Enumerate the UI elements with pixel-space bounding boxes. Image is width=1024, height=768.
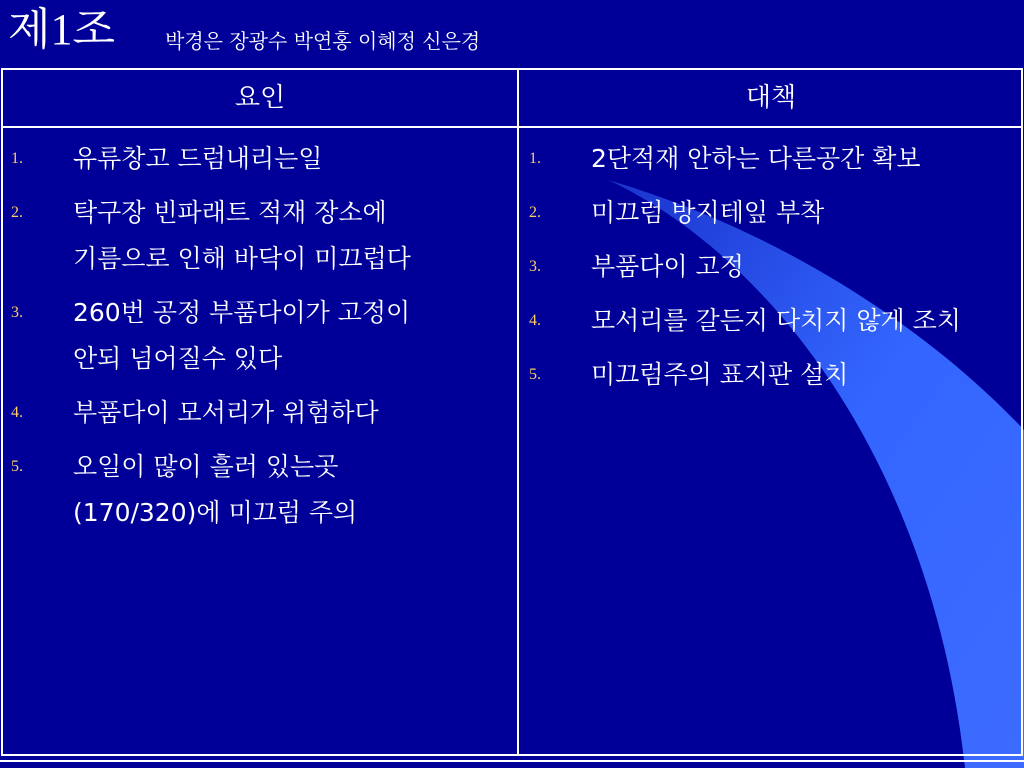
item-number: 3.: [11, 304, 23, 321]
item-text: 260번 공정 부품다이가 고정이 안되 넘어질수 있다: [73, 298, 411, 373]
header-countermeasures: 대책: [745, 83, 797, 113]
item-text: 미끄럼주의 표지판 설치: [591, 360, 849, 389]
bottom-rule: [0, 760, 1024, 762]
list-item: [11, 444, 511, 536]
header-divider: [3, 126, 1021, 128]
column-divider: [517, 70, 519, 754]
list-item: [529, 352, 1023, 398]
item-text: 오일이 많이 흘러 있는곳 (170/320)에 미끄럼 주의: [73, 452, 358, 527]
item-text: 유류창고 드럼내리는일: [73, 144, 323, 173]
item-number: 1.: [529, 150, 541, 167]
team-members: 박경은 장광수 박연홍 이혜정 신은경: [165, 29, 481, 53]
list-item: [529, 244, 1023, 290]
item-text: 2단적재 안하는 다른공간 확보: [591, 144, 921, 173]
item-number: 2.: [11, 204, 23, 221]
item-number: 4.: [529, 312, 541, 329]
header-factors: 요인: [234, 83, 286, 113]
item-text: 부품다이 모서리가 위험하다: [73, 398, 379, 427]
item-number: 3.: [529, 258, 541, 275]
list-item: [11, 290, 511, 382]
list-item: [529, 136, 1023, 182]
item-number: 5.: [11, 458, 23, 475]
item-number: 5.: [529, 366, 541, 383]
item-text: 미끄럼 방지테잎 부착: [591, 198, 825, 227]
item-number: 1.: [11, 150, 23, 167]
factor-countermeasure-table: [1, 68, 1023, 756]
list-item: [529, 298, 1023, 344]
page-title: 제1조: [8, 5, 116, 54]
list-item: [11, 190, 511, 282]
countermeasures-list: [529, 136, 1023, 406]
item-number: 4.: [11, 404, 23, 421]
list-item: [529, 190, 1023, 236]
item-text: 모서리를 갈든지 다치지 않게 조치: [591, 306, 961, 335]
item-text: 부품다이 고정: [591, 252, 744, 281]
list-item: [11, 136, 511, 182]
list-item: [11, 390, 511, 436]
item-number: 2.: [529, 204, 541, 221]
item-text: 탁구장 빈파래트 적재 장소에 기름으로 인해 바닥이 미끄럽다: [73, 198, 411, 273]
factors-list: [11, 136, 511, 544]
